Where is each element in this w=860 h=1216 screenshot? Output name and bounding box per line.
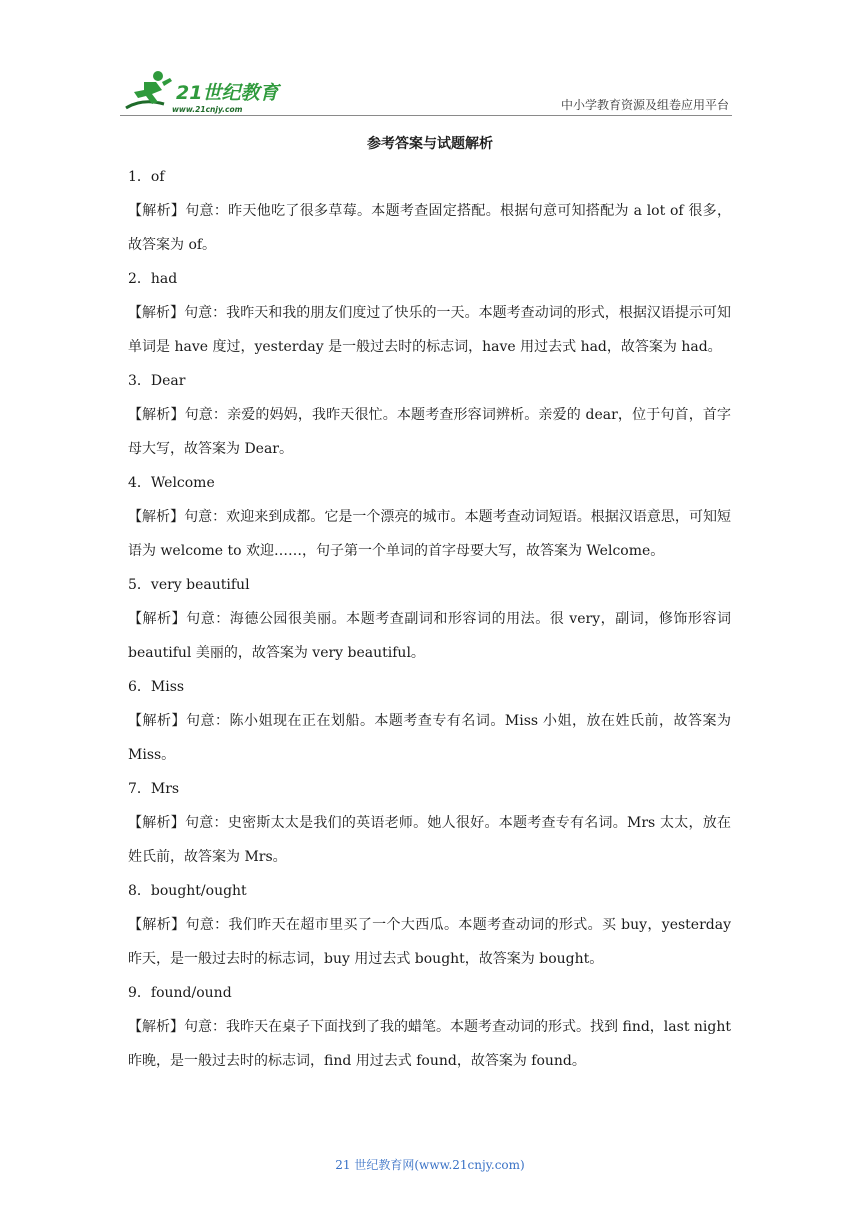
answer-item — [128, 772, 731, 874]
header-divider — [120, 115, 732, 116]
answer-item — [128, 364, 731, 466]
page-footer[interactable]: 21 世纪教育网(www.21cnjy.com) — [335, 1158, 525, 1172]
answer-line: 4．Welcome — [128, 475, 215, 491]
answer-item — [128, 976, 731, 1078]
answer-line: 3．Dear — [128, 373, 186, 389]
answer-line: 9．found/ound — [128, 985, 232, 1001]
answer-line: 2．had — [128, 271, 178, 287]
answer-item — [128, 160, 731, 262]
answer-item — [128, 466, 731, 568]
answer-line: 7．Mrs — [128, 781, 180, 797]
analysis-text: 【解析】句意：我昨天和我的朋友们度过了快乐的一天。本题考查动词的形式，根据汉语提示可知单词是 have 度过，yesterday 是一般过去时的标志词，have 用过去式 had，故答案为 had。 — [128, 305, 731, 355]
analysis-text: 【解析】句意：欢迎来到成都。它是一个漂亮的城市。本题考查动词短语。根据汉语意思，可知短语为 welcome to 欢迎……，句子第一个单词的首字母要大写，故答案为 Welcome。 — [128, 509, 731, 559]
analysis-text: 【解析】句意：亲爱的妈妈，我昨天很忙。本题考查形容词辨析。亲爱的 dear，位于句首，首字母大写，故答案为 Dear。 — [128, 407, 731, 457]
page-title: 参考答案与试题解析 — [367, 136, 493, 152]
answer-item — [128, 874, 731, 976]
analysis-text: 【解析】句意：我昨天在桌子下面找到了我的蜡笔。本题考查动词的形式。找到 find，last night 昨晚，是一般过去时的标志词，find 用过去式 found，故答案为 found。 — [128, 1019, 731, 1069]
logo-text: 21世纪教育 — [176, 82, 279, 104]
site-logo — [122, 68, 292, 114]
analysis-text: 【解析】句意：我们昨天在超市里买了一个大西瓜。本题考查动词的形式。买 buy，yesterday 昨天，是一般过去时的标志词，buy 用过去式 bought，故答案为 bought。 — [128, 917, 731, 967]
analysis-text: 【解析】句意：昨天他吃了很多草莓。本题考查固定搭配。根据句意可知搭配为 a lot of 很多，故答案为 of。 — [128, 203, 731, 253]
analysis-text: 【解析】句意：海德公园很美丽。本题考查副词和形容词的用法。很 very，副词，修饰形容词 beautiful 美丽的，故答案为 very beautiful。 — [128, 611, 731, 661]
answer-line: 1．of — [128, 169, 165, 185]
answer-item — [128, 568, 731, 670]
answer-item — [128, 262, 731, 364]
page-header — [0, 0, 860, 116]
answer-line: 8．bought/ought — [128, 883, 247, 899]
site-slogan: 中小学教育资源及组卷应用平台 — [560, 98, 729, 112]
analysis-text: 【解析】句意：陈小姐现在正在划船。本题考查专有名词。Miss 小姐，放在姓氏前，故答案为 Miss。 — [128, 713, 731, 763]
answer-line: 6．Miss — [128, 679, 185, 695]
runner-icon — [126, 71, 172, 108]
answer-line: 5．very beautiful — [128, 577, 250, 593]
answer-list — [128, 160, 731, 1078]
analysis-text: 【解析】句意：史密斯太太是我们的英语老师。她人很好。本题考查专有名词。Mrs 太太，放在姓氏前，故答案为 Mrs。 — [128, 815, 731, 865]
logo-url-text: www.21cnjy.com — [172, 105, 243, 114]
answer-item — [128, 670, 731, 772]
